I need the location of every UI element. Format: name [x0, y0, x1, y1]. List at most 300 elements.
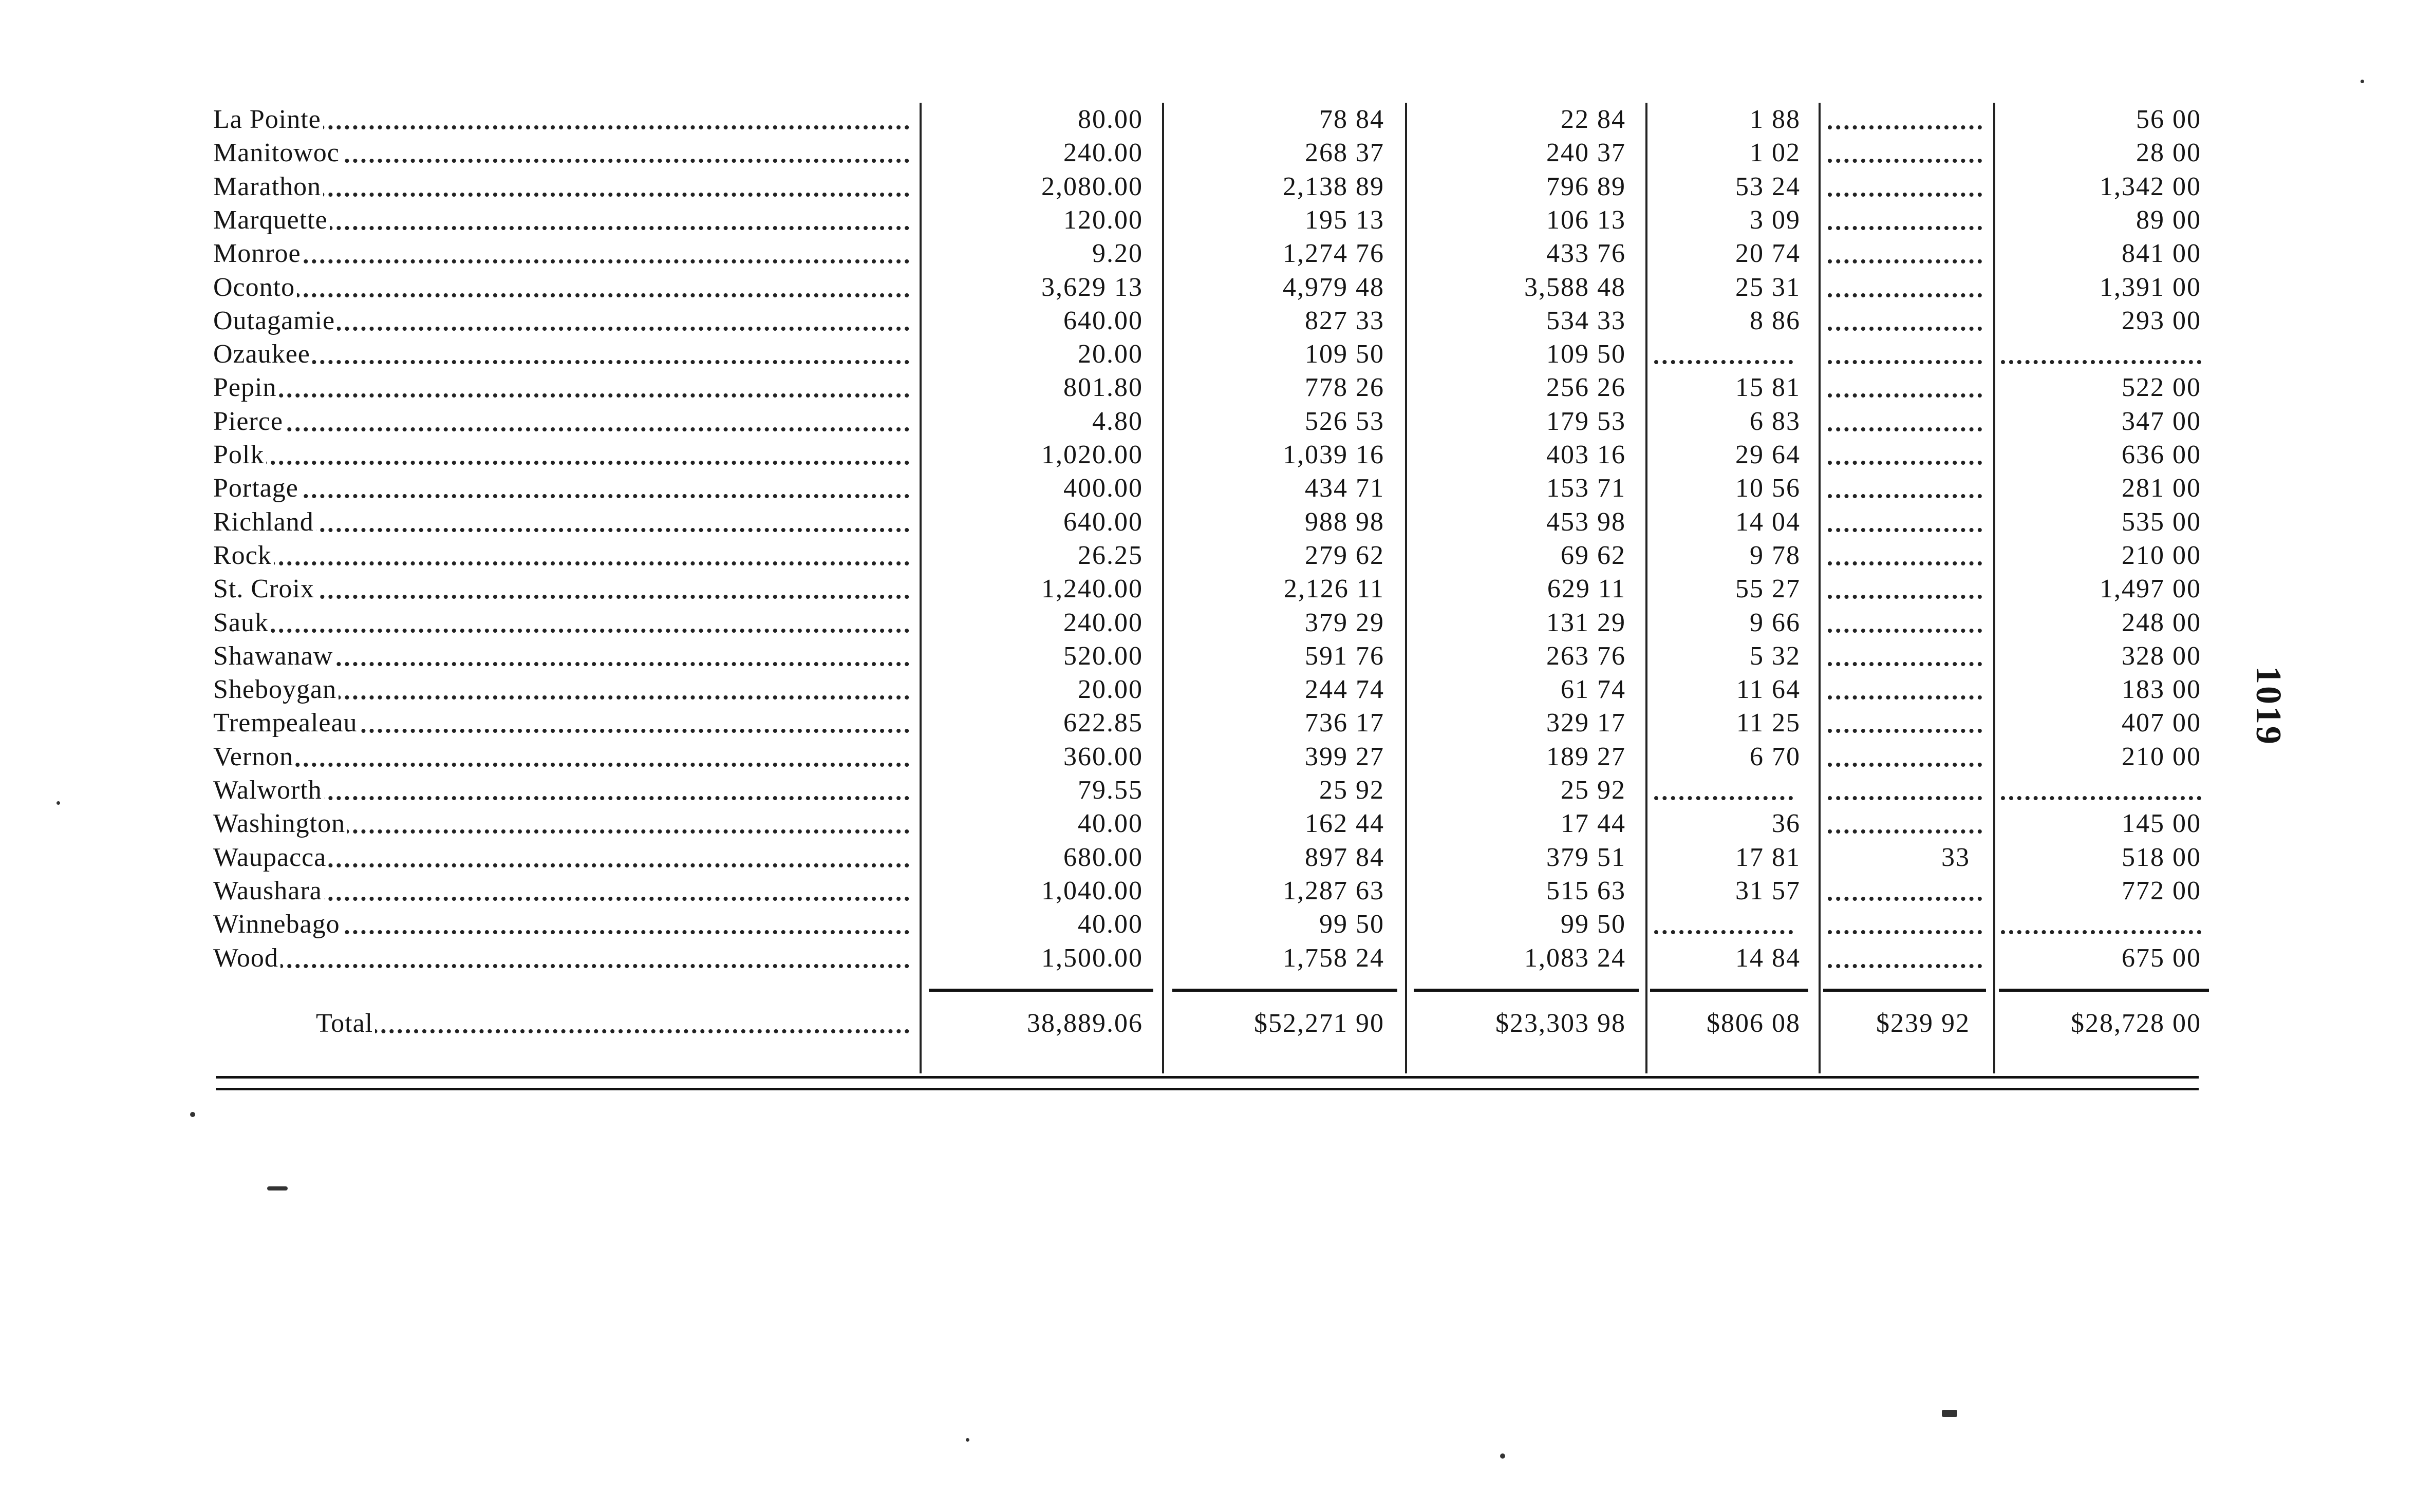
amount-cell-c1: 400.00	[1063, 474, 1143, 503]
county-name-cell	[213, 103, 909, 136]
empty-dots	[1828, 964, 1982, 968]
total-row	[0, 1007, 2435, 1040]
amount-cell-c5	[1824, 874, 1970, 908]
county-name: Sheboygan	[213, 675, 339, 704]
table-row	[0, 606, 2435, 639]
county-name-cell	[213, 539, 909, 572]
amount-cell-c5	[1824, 908, 1970, 941]
empty-dots	[1828, 561, 1982, 565]
amount-cell-c1: 26.25	[1078, 540, 1143, 570]
column-rule	[1405, 103, 1407, 1073]
amount-cell-c6: 145 00	[2122, 809, 2201, 839]
amount-cell-c3: 17 44	[1561, 809, 1626, 839]
amount-cell-c4: 36	[1772, 809, 1801, 839]
amount-cell-c3: 263 76	[1546, 641, 1626, 671]
county-name: St. Croix	[213, 574, 316, 603]
table-row	[0, 908, 2435, 941]
empty-dots	[2001, 796, 2201, 800]
county-name-cell	[213, 471, 909, 505]
amount-cell-c2: 244 74	[1305, 675, 1384, 705]
amount-cell-c6	[1993, 908, 2201, 941]
county-name: Marathon	[213, 172, 323, 201]
amount-cell-c2: 827 33	[1305, 306, 1384, 335]
amount-cell-c2: 4,979 48	[1283, 272, 1384, 302]
county-name-cell	[213, 271, 909, 304]
county-name-cell	[213, 304, 909, 337]
county-name-cell	[213, 203, 909, 237]
county-name-cell	[213, 438, 909, 471]
amount-cell-c3: 3,588 48	[1524, 272, 1626, 302]
amount-cell-c6: 248 00	[2122, 608, 2201, 637]
empty-dots	[2001, 360, 2201, 364]
amount-cell-c4: 55 27	[1735, 574, 1801, 604]
county-name: Marquette	[213, 205, 330, 235]
empty-dots	[1654, 930, 1793, 934]
empty-dots	[1828, 763, 1982, 767]
empty-dots	[1828, 259, 1982, 263]
amount-cell-c5	[1824, 405, 1970, 438]
amount-cell-c6: 772 00	[2122, 876, 2201, 905]
empty-dots	[1828, 629, 1982, 633]
bottom-double-rule	[216, 1076, 2199, 1079]
empty-dots	[1654, 360, 1793, 364]
county-name: Trempealeau	[213, 708, 360, 738]
amount-cell-c3: 61 74	[1561, 675, 1626, 705]
print-speck	[966, 1438, 969, 1442]
table-row	[0, 539, 2435, 572]
print-speck	[2361, 80, 2364, 83]
amount-cell-c5	[1824, 673, 1970, 706]
amount-cell-c4: 14 84	[1735, 943, 1801, 973]
county-name-cell	[213, 337, 909, 371]
amount-cell-c3: 1,083 24	[1524, 943, 1626, 973]
table-row	[0, 136, 2435, 169]
county-name: Monroe	[213, 239, 303, 268]
county-name-cell	[213, 371, 909, 404]
amount-cell-c4: 31 57	[1735, 876, 1801, 905]
amount-cell-c1: 801.80	[1063, 373, 1143, 403]
table-row	[0, 740, 2435, 773]
empty-dots	[2001, 930, 2201, 934]
county-name-cell	[213, 706, 909, 740]
empty-dots	[1828, 293, 1982, 297]
amount-cell-c3: 403 16	[1546, 440, 1626, 469]
amount-cell-c4	[1652, 908, 1801, 941]
county-name: Richland	[213, 507, 316, 537]
empty-dots	[1828, 193, 1982, 197]
dot-leader	[213, 461, 909, 465]
sum-rule	[1823, 989, 1986, 992]
table-row	[0, 438, 2435, 471]
amount-cell-c2: 109 50	[1305, 339, 1384, 369]
amount-cell-c1: 20.00	[1078, 339, 1143, 369]
sum-rule	[929, 989, 1153, 992]
amount-cell-c5	[1824, 438, 1970, 471]
amount-cell-c5	[1824, 136, 1970, 169]
county-name-cell	[213, 908, 909, 941]
total-c6: $28,728 00	[2071, 1009, 2201, 1038]
amount-cell-c2: 2,126 11	[1283, 574, 1384, 604]
dot-leader	[213, 528, 909, 532]
county-name-cell	[213, 841, 909, 874]
dot-leader	[213, 259, 909, 263]
amount-cell-c3: 240 37	[1546, 138, 1626, 168]
amount-cell-c2: 778 26	[1305, 373, 1384, 403]
amount-cell-c1: 40.00	[1078, 809, 1143, 839]
amount-cell-c4: 17 81	[1735, 842, 1801, 872]
amount-cell-c5	[1824, 505, 1970, 539]
amount-cell-c2: 99 50	[1319, 910, 1384, 939]
amount-cell-c6: 347 00	[2122, 406, 2201, 436]
total-c2: $52,271 90	[1254, 1009, 1384, 1038]
sum-rule	[1414, 989, 1639, 992]
empty-dots	[1828, 494, 1982, 498]
county-name: Manitowoc	[213, 138, 342, 167]
amount-cell-c2: 591 76	[1305, 641, 1384, 671]
bottom-double-rule	[216, 1088, 2199, 1090]
empty-dots	[1828, 930, 1982, 934]
dot-leader	[213, 763, 909, 767]
county-name-cell	[213, 405, 909, 438]
amount-cell-c6: 1,342 00	[2100, 172, 2201, 201]
amount-cell-c3: 189 27	[1546, 742, 1626, 771]
county-name-cell	[213, 505, 909, 539]
county-name-cell	[213, 673, 909, 706]
empty-dots	[1654, 796, 1793, 800]
amount-cell-c4: 29 64	[1735, 440, 1801, 469]
amount-cell-c4: 11 64	[1736, 675, 1801, 705]
table-row	[0, 807, 2435, 840]
county-name: Oconto	[213, 273, 297, 302]
amount-cell-c2: 1,039 16	[1283, 440, 1384, 469]
amount-cell-c4: 15 81	[1735, 373, 1801, 403]
empty-dots	[1828, 897, 1982, 901]
table-row	[0, 572, 2435, 606]
total-c1: 38,889.06	[1027, 1009, 1143, 1038]
empty-dots	[1828, 125, 1982, 129]
amount-cell-c4: 1 02	[1750, 138, 1801, 168]
amount-cell-c3: 379 51	[1546, 842, 1626, 872]
county-name-cell	[213, 639, 909, 673]
county-name-cell	[213, 773, 909, 807]
amount-cell-c6: 636 00	[2122, 440, 2201, 469]
column-rule	[1645, 103, 1647, 1073]
table-row	[0, 639, 2435, 673]
amount-cell-c2: 434 71	[1305, 474, 1384, 503]
amount-cell-c1: 520.00	[1063, 641, 1143, 671]
empty-dots	[1828, 159, 1982, 163]
amount-cell-c3: 796 89	[1546, 172, 1626, 201]
county-name-cell	[213, 874, 909, 908]
county-name-cell	[213, 170, 909, 203]
amount-cell-c3: 534 33	[1546, 306, 1626, 335]
amount-cell-c1: 4.80	[1092, 406, 1143, 436]
amount-cell-c1: 80.00	[1078, 105, 1143, 134]
table-row	[0, 203, 2435, 237]
dot-leader	[213, 360, 909, 364]
amount-cell-c5	[1824, 539, 1970, 572]
amount-cell-c2: 736 17	[1305, 708, 1384, 738]
table-row	[0, 337, 2435, 371]
amount-cell-c3: 153 71	[1546, 474, 1626, 503]
county-name: Pepin	[213, 373, 278, 402]
amount-cell-c3: 25 92	[1561, 776, 1626, 805]
amount-cell-c5	[1824, 706, 1970, 740]
empty-dots	[1828, 461, 1982, 465]
amount-cell-c3: 629 11	[1547, 574, 1626, 604]
amount-cell-c4	[1652, 773, 1801, 807]
county-name: Portage	[213, 474, 301, 503]
amount-cell-c1: 1,240.00	[1041, 574, 1143, 604]
dot-leader	[213, 964, 909, 968]
county-name: Walworth	[213, 776, 324, 805]
amount-cell-c5	[1824, 471, 1970, 505]
amount-cell-c6	[1993, 337, 2201, 371]
amount-cell-c2: 162 44	[1305, 809, 1384, 839]
total-c5: $239 92	[1876, 1009, 1970, 1038]
dot-leader	[316, 1029, 909, 1033]
amount-cell-c5	[1824, 941, 1970, 975]
amount-cell-c3: 433 76	[1546, 239, 1626, 269]
amount-cell-c6: 1,391 00	[2100, 272, 2201, 302]
amount-cell-c2: 279 62	[1305, 540, 1384, 570]
amount-cell-c3: 99 50	[1561, 910, 1626, 939]
table-row	[0, 103, 2435, 136]
amount-cell-c2: 78 84	[1319, 105, 1384, 134]
dot-leader	[213, 595, 909, 599]
amount-cell-c1: 1,500.00	[1041, 943, 1143, 973]
amount-cell-c4: 8 86	[1750, 306, 1801, 335]
county-name: Winnebago	[213, 910, 342, 939]
county-name: Waupacca	[213, 843, 328, 872]
empty-dots	[1828, 829, 1982, 834]
amount-cell-c3: 453 98	[1546, 507, 1626, 537]
print-speck	[57, 801, 60, 805]
county-name-cell	[213, 807, 909, 840]
table-row	[0, 405, 2435, 438]
amount-cell-c4: 53 24	[1735, 172, 1801, 201]
amount-cell-c4: 5 32	[1750, 641, 1801, 671]
amount-cell-c1: 20.00	[1078, 675, 1143, 705]
total-c3: $23,303 98	[1495, 1009, 1626, 1038]
amount-cell-c3: 329 17	[1546, 708, 1626, 738]
table-row	[0, 304, 2435, 337]
table-row	[0, 941, 2435, 975]
column-rule	[1993, 103, 1995, 1073]
column-rule	[1162, 103, 1164, 1073]
amount-cell-c2: 526 53	[1305, 406, 1384, 436]
amount-cell-c4: 25 31	[1735, 272, 1801, 302]
county-name: Wood	[213, 943, 280, 973]
column-rule	[1819, 103, 1821, 1073]
county-name: Outagamie	[213, 306, 337, 335]
amount-cell-c1: 40.00	[1078, 910, 1143, 939]
table-row	[0, 706, 2435, 740]
dot-leader	[213, 561, 909, 565]
amount-cell-c1: 2,080.00	[1041, 172, 1143, 201]
table-row	[0, 841, 2435, 874]
amount-cell-c6: 56 00	[2136, 105, 2201, 134]
amount-cell-c2: 897 84	[1305, 842, 1384, 872]
county-name-cell	[213, 941, 909, 975]
total-c4: $806 08	[1707, 1009, 1801, 1038]
table-row	[0, 371, 2435, 404]
table-row	[0, 874, 2435, 908]
empty-dots	[1828, 393, 1982, 398]
amount-cell-c5	[1824, 337, 1970, 371]
amount-cell-c1: 240.00	[1063, 608, 1143, 637]
sum-rule	[1172, 989, 1397, 992]
amount-cell-c4: 20 74	[1735, 239, 1801, 269]
amount-cell-c6: 407 00	[2122, 708, 2201, 738]
empty-dots	[1828, 427, 1982, 431]
amount-cell-c2: 379 29	[1305, 608, 1384, 637]
county-name: Washington	[213, 809, 347, 838]
amount-cell-c3: 22 84	[1561, 105, 1626, 134]
amount-cell-c6: 328 00	[2122, 641, 2201, 671]
amount-cell-c2: 1,287 63	[1283, 876, 1384, 905]
sum-rule	[1650, 989, 1808, 992]
amount-cell-c5	[1824, 203, 1970, 237]
table-row	[0, 237, 2435, 270]
amount-cell-c1: 3,629 13	[1041, 272, 1143, 302]
amount-cell-c6: 675 00	[2122, 943, 2201, 973]
amount-cell-c5	[1824, 271, 1970, 304]
amount-cell-c2: 195 13	[1305, 205, 1384, 235]
empty-dots	[1828, 528, 1982, 532]
dot-leader	[213, 494, 909, 498]
amount-cell-c4: 9 66	[1750, 608, 1801, 637]
amount-cell-c5	[1824, 237, 1970, 270]
amount-cell-c6: 535 00	[2122, 507, 2201, 537]
table-row	[0, 271, 2435, 304]
amount-cell-c2: 1,274 76	[1283, 239, 1384, 269]
dot-leader	[213, 393, 909, 398]
print-speck	[1942, 1410, 1957, 1417]
amount-cell-c6: 1,497 00	[2100, 574, 2201, 604]
amount-cell-c6: 518 00	[2122, 842, 2201, 872]
amount-cell-c1: 1,020.00	[1041, 440, 1143, 469]
amount-cell-c5	[1824, 807, 1970, 840]
county-name-cell	[213, 136, 909, 169]
total-label: Total	[316, 1009, 375, 1038]
amount-cell-c1: 1,040.00	[1041, 876, 1143, 905]
amount-cell-c6: 841 00	[2122, 239, 2201, 269]
amount-cell-c2: 25 92	[1319, 776, 1384, 805]
county-name: Vernon	[213, 742, 295, 771]
amount-cell-c1: 120.00	[1063, 205, 1143, 235]
column-rule	[920, 103, 922, 1073]
table-row	[0, 505, 2435, 539]
amount-cell-c2: 988 98	[1305, 507, 1384, 537]
empty-dots	[1828, 695, 1982, 700]
amount-cell-c3: 69 62	[1561, 540, 1626, 570]
empty-dots	[1828, 360, 1982, 364]
table-row	[0, 170, 2435, 203]
table-row	[0, 471, 2435, 505]
amount-cell-c6: 281 00	[2122, 474, 2201, 503]
amount-cell-c6: 210 00	[2122, 540, 2201, 570]
empty-dots	[1828, 595, 1982, 599]
county-name-cell	[213, 237, 909, 270]
amount-cell-c1: 240.00	[1063, 138, 1143, 168]
county-name: Rock	[213, 541, 274, 570]
table-row	[0, 673, 2435, 706]
amount-cell-c6: 89 00	[2136, 205, 2201, 235]
amount-cell-c6: 28 00	[2136, 138, 2201, 168]
print-speck	[267, 1186, 288, 1190]
county-name: La Pointe	[213, 105, 323, 134]
county-name: Shawanaw	[213, 641, 335, 671]
total-label-cell	[316, 1007, 909, 1040]
amount-cell-c3: 106 13	[1546, 205, 1626, 235]
amount-cell-c1: 680.00	[1063, 842, 1143, 872]
amount-cell-c3: 515 63	[1546, 876, 1626, 905]
amount-cell-c2: 2,138 89	[1283, 172, 1384, 201]
county-name: Polk	[213, 440, 266, 469]
print-speck	[1500, 1453, 1505, 1459]
amount-cell-c6: 210 00	[2122, 742, 2201, 771]
county-name-cell	[213, 606, 909, 639]
sum-rule	[1999, 989, 2209, 992]
county-name: Ozaukee	[213, 339, 312, 369]
page-number: 1019	[2249, 666, 2288, 746]
amount-cell-c1: 79.55	[1078, 776, 1143, 805]
empty-dots	[1828, 729, 1982, 733]
amount-cell-c1: 640.00	[1063, 507, 1143, 537]
empty-dots	[1828, 796, 1982, 800]
empty-dots	[1828, 327, 1982, 331]
amount-cell-c6: 183 00	[2122, 675, 2201, 705]
dot-leader	[213, 293, 909, 297]
amount-cell-c2: 1,758 24	[1283, 943, 1384, 973]
empty-dots	[1828, 226, 1982, 230]
amount-cell-c3: 131 29	[1546, 608, 1626, 637]
amount-cell-c4: 11 25	[1736, 708, 1801, 738]
amount-cell-c2: 399 27	[1305, 742, 1384, 771]
amount-cell-c1: 9.20	[1092, 239, 1143, 269]
amount-cell-c4: 6 83	[1750, 406, 1801, 436]
county-name: Pierce	[213, 407, 285, 436]
amount-cell-c5	[1824, 304, 1970, 337]
county-name-cell	[213, 740, 909, 773]
amount-cell-c5: 33	[1941, 842, 1970, 872]
amount-cell-c6	[1993, 773, 2201, 807]
county-name-cell	[213, 572, 909, 606]
dot-leader	[213, 629, 909, 633]
empty-dots	[1828, 662, 1982, 666]
amount-cell-c5	[1824, 572, 1970, 606]
amount-cell-c4: 1 88	[1750, 105, 1801, 134]
county-name: Sauk	[213, 608, 271, 637]
amount-cell-c1: 622.85	[1063, 708, 1143, 738]
amount-cell-c3: 109 50	[1546, 339, 1626, 369]
amount-cell-c1: 640.00	[1063, 306, 1143, 335]
amount-cell-c3: 256 26	[1546, 373, 1626, 403]
amount-cell-c5	[1824, 170, 1970, 203]
amount-cell-c4: 10 56	[1735, 474, 1801, 503]
amount-cell-c4: 3 09	[1750, 205, 1801, 235]
amount-cell-c5	[1824, 103, 1970, 136]
amount-cell-c4: 6 70	[1750, 742, 1801, 771]
amount-cell-c5	[1824, 740, 1970, 773]
amount-cell-c6: 293 00	[2122, 306, 2201, 335]
print-speck	[190, 1112, 195, 1117]
county-name: Waushara	[213, 876, 324, 905]
amount-cell-c5	[1824, 639, 1970, 673]
amount-cell-c3: 179 53	[1546, 406, 1626, 436]
amount-cell-c5	[1824, 773, 1970, 807]
